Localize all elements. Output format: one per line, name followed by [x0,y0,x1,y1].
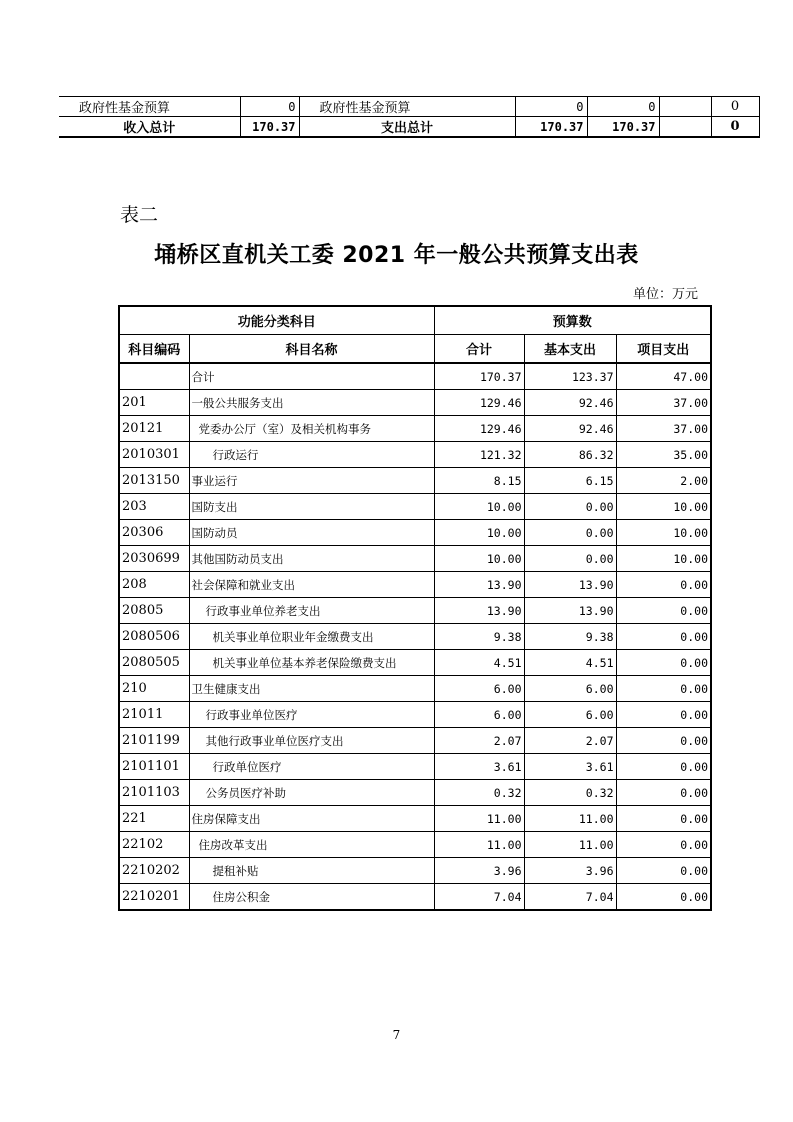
total-cell: 11.00 [434,832,524,858]
project-expenditure-cell: 37.00 [616,416,711,442]
basic-expenditure-cell: 0.00 [524,494,616,520]
total-cell: 13.90 [434,572,524,598]
income-label-cell: 政府性基金预算 [59,97,240,117]
table-row [119,806,711,832]
total-cell: 129.46 [434,390,524,416]
subject-code-cell: 20306 [119,520,189,546]
basic-expenditure-cell: 92.46 [524,390,616,416]
income-value-cell: 0 [240,97,299,117]
project-expenditure-cell: 0.00 [616,754,711,780]
subject-code-cell: 20805 [119,598,189,624]
table-row [119,520,711,546]
basic-expenditure-cell: 6.00 [524,702,616,728]
subject-name-cell: 机关事业单位职业年金缴费支出 [189,624,434,650]
project-expenditure-cell: 0.00 [616,598,711,624]
basic-expenditure-cell: 7.04 [524,884,616,911]
basic-expenditure-cell: 4.51 [524,650,616,676]
table-row [119,363,711,390]
subject-code-cell: 21011 [119,702,189,728]
subject-name-cell: 行政单位医疗 [189,754,434,780]
subject-code-cell: 2013150 [119,468,189,494]
basic-expenditure-cell: 0.32 [524,780,616,806]
table-row [119,858,711,884]
subject-name-cell: 国防支出 [189,494,434,520]
expense-project-cell [659,117,711,138]
total-cell: 13.90 [434,598,524,624]
subject-name-cell: 公务员医疗补助 [189,780,434,806]
page-number: 7 [392,1028,401,1042]
subject-name-cell: 一般公共服务支出 [189,390,434,416]
subject-name-cell: 行政事业单位养老支出 [189,598,434,624]
project-expenditure-cell: 0.00 [616,806,711,832]
subject-name-cell: 住房改革支出 [189,832,434,858]
table-row [119,468,711,494]
table-row [119,390,711,416]
subject-code-cell: 2080506 [119,624,189,650]
subject-code-cell: 2210202 [119,858,189,884]
header-budget-amount: 预算数 [434,306,711,335]
expense-extra-cell: 0 [711,97,759,117]
subject-name-cell: 其他国防动员支出 [189,546,434,572]
basic-expenditure-cell: 86.32 [524,442,616,468]
subject-code-cell: 2010301 [119,442,189,468]
project-expenditure-cell: 10.00 [616,494,711,520]
subject-code-cell: 2101199 [119,728,189,754]
expense-label-cell: 支出总计 [299,117,515,138]
header-subject-code: 科目编码 [119,335,189,364]
basic-expenditure-cell: 11.00 [524,806,616,832]
budget-expenditure-table [118,305,712,911]
table-label: 表二 [120,204,159,226]
subject-name-cell: 国防动员 [189,520,434,546]
table-row [119,598,711,624]
header-subject-name: 科目名称 [189,335,434,364]
table-row [119,832,711,858]
income-value-cell: 170.37 [240,117,299,138]
subject-code-cell: 203 [119,494,189,520]
basic-expenditure-cell: 0.00 [524,520,616,546]
total-cell: 3.96 [434,858,524,884]
subject-code-cell: 2101101 [119,754,189,780]
project-expenditure-cell: 0.00 [616,650,711,676]
table-row [119,702,711,728]
summary-total-row [59,117,759,138]
project-expenditure-cell: 0.00 [616,858,711,884]
subject-name-cell: 卫生健康支出 [189,676,434,702]
basic-expenditure-cell: 2.07 [524,728,616,754]
header-total: 合计 [434,335,524,364]
total-cell: 7.04 [434,884,524,911]
basic-expenditure-cell: 92.46 [524,416,616,442]
subject-name-cell: 行政事业单位医疗 [189,702,434,728]
total-cell: 10.00 [434,494,524,520]
table-row [119,728,711,754]
subject-code-cell: 208 [119,572,189,598]
basic-expenditure-cell: 123.37 [524,363,616,390]
subject-code-cell: 2101103 [119,780,189,806]
total-cell: 129.46 [434,416,524,442]
project-expenditure-cell: 0.00 [616,702,711,728]
total-cell: 3.61 [434,754,524,780]
subject-name-cell: 其他行政事业单位医疗支出 [189,728,434,754]
total-cell: 8.15 [434,468,524,494]
subject-code-cell: 210 [119,676,189,702]
basic-expenditure-cell: 3.96 [524,858,616,884]
subject-name-cell: 住房公积金 [189,884,434,911]
project-expenditure-cell: 10.00 [616,520,711,546]
project-expenditure-cell: 2.00 [616,468,711,494]
total-cell: 10.00 [434,546,524,572]
subject-name-cell: 事业运行 [189,468,434,494]
table-row [119,676,711,702]
total-cell: 6.00 [434,676,524,702]
subject-code-cell: 20121 [119,416,189,442]
project-expenditure-cell: 0.00 [616,624,711,650]
subject-name-cell: 合计 [189,363,434,390]
subject-code-cell: 22102 [119,832,189,858]
total-cell: 11.00 [434,806,524,832]
subject-name-cell: 住房保障支出 [189,806,434,832]
project-expenditure-cell: 0.00 [616,728,711,754]
total-cell: 4.51 [434,650,524,676]
total-cell: 9.38 [434,624,524,650]
expense-label-cell: 政府性基金预算 [299,97,515,117]
basic-expenditure-cell: 6.00 [524,676,616,702]
subject-code-cell: 201 [119,390,189,416]
subject-code-cell: 2080505 [119,650,189,676]
expense-basic-cell: 0 [587,97,659,117]
project-expenditure-cell: 0.00 [616,832,711,858]
total-cell: 121.32 [434,442,524,468]
subject-code-cell: 2030699 [119,546,189,572]
expense-project-cell [659,97,711,117]
table-row [119,780,711,806]
header-project-expenditure: 项目支出 [616,335,711,364]
basic-expenditure-cell: 3.61 [524,754,616,780]
basic-expenditure-cell: 13.90 [524,572,616,598]
table-row [119,884,711,911]
subject-code-cell [119,363,189,390]
summary-table [59,96,760,138]
header-group-row [119,306,711,335]
project-expenditure-cell: 47.00 [616,363,711,390]
page-title: 埇桥区直机关工委 2021 年一般公共预算支出表 [154,243,639,268]
income-label-cell: 收入总计 [59,117,240,138]
subject-code-cell: 2210201 [119,884,189,911]
table-row [119,416,711,442]
header-function-classification: 功能分类科目 [119,306,434,335]
subject-name-cell: 行政运行 [189,442,434,468]
subject-name-cell: 党委办公厅（室）及相关机构事务 [189,416,434,442]
total-cell: 170.37 [434,363,524,390]
header-basic-expenditure: 基本支出 [524,335,616,364]
total-cell: 10.00 [434,520,524,546]
subject-code-cell: 221 [119,806,189,832]
project-expenditure-cell: 0.00 [616,572,711,598]
expense-basic-cell: 170.37 [587,117,659,138]
summary-row [59,97,759,117]
table-row [119,624,711,650]
unit-label: 单位：万元 [632,287,698,302]
table-row [119,494,711,520]
table-row [119,572,711,598]
basic-expenditure-cell: 6.15 [524,468,616,494]
table-row [119,650,711,676]
expense-total-cell: 170.37 [515,117,587,138]
project-expenditure-cell: 0.00 [616,676,711,702]
basic-expenditure-cell: 11.00 [524,832,616,858]
subject-name-cell: 提租补贴 [189,858,434,884]
project-expenditure-cell: 37.00 [616,390,711,416]
table-row [119,546,711,572]
basic-expenditure-cell: 13.90 [524,598,616,624]
table-row [119,442,711,468]
total-cell: 0.32 [434,780,524,806]
subject-name-cell: 社会保障和就业支出 [189,572,434,598]
project-expenditure-cell: 10.00 [616,546,711,572]
total-cell: 6.00 [434,702,524,728]
project-expenditure-cell: 35.00 [616,442,711,468]
project-expenditure-cell: 0.00 [616,780,711,806]
expense-total-cell: 0 [515,97,587,117]
total-cell: 2.07 [434,728,524,754]
basic-expenditure-cell: 9.38 [524,624,616,650]
expense-extra-cell: 0 [711,117,759,138]
basic-expenditure-cell: 0.00 [524,546,616,572]
table-row [119,754,711,780]
subject-name-cell: 机关事业单位基本养老保险缴费支出 [189,650,434,676]
header-column-row [119,335,711,364]
project-expenditure-cell: 0.00 [616,884,711,911]
